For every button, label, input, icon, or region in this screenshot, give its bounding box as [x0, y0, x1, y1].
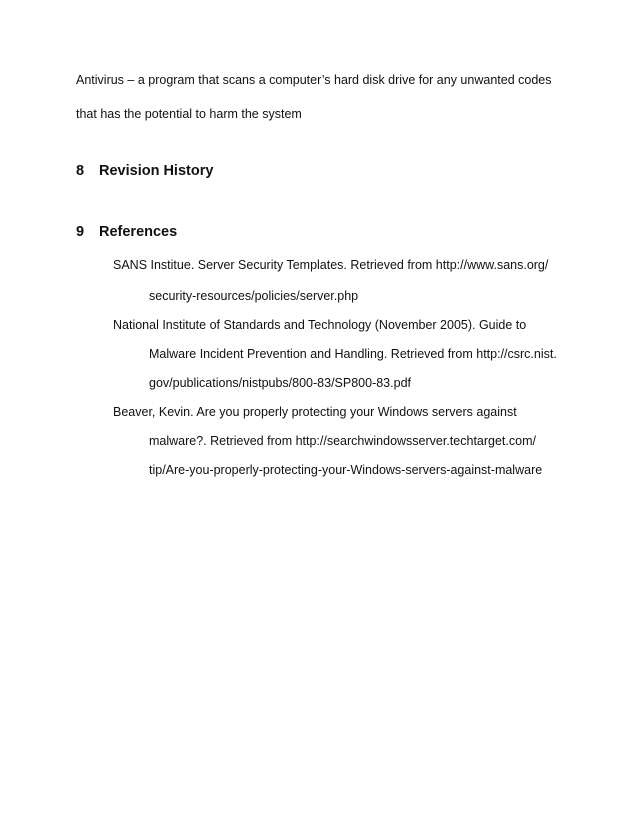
reference-2-line-3: gov/publications/nistpubs/800-83/SP800-83.pdf [149, 376, 411, 390]
reference-1-line-2: security-resources/policies/server.php [149, 289, 359, 303]
reference-2-line-2: Malware Incident Prevention and Handling. Retrieved from http://csrc.nist. [149, 347, 557, 361]
section-heading-revision-history [76, 162, 213, 180]
section-number: 9 [76, 224, 85, 240]
section-number: 8 [76, 163, 85, 179]
reference-3-line-3: tip/Are-you-properly-protecting-your-Windows-servers-against-malware [149, 463, 543, 477]
reference-3-line-1: Beaver, Kevin. Are you properly protecting your Windows servers against [113, 405, 517, 419]
section-title: Revision History [99, 163, 214, 179]
section-title: References [99, 224, 178, 240]
reference-3-line-2: malware?. Retrieved from http://searchwindowsserver.techtarget.com/ [149, 434, 536, 448]
reference-1-line-1: SANS Institue. Server Security Templates. Retrieved from http://www.sans.org/ [113, 258, 549, 272]
section-heading-references [76, 223, 177, 241]
definition-line-1: Antivirus – a program that scans a computer’s hard disk drive for any unwanted codes [76, 73, 552, 87]
definition-line-2: that has the potential to harm the system [76, 107, 302, 121]
reference-2-line-1: National Institute of Standards and Technology (November 2005). Guide to [113, 318, 527, 332]
